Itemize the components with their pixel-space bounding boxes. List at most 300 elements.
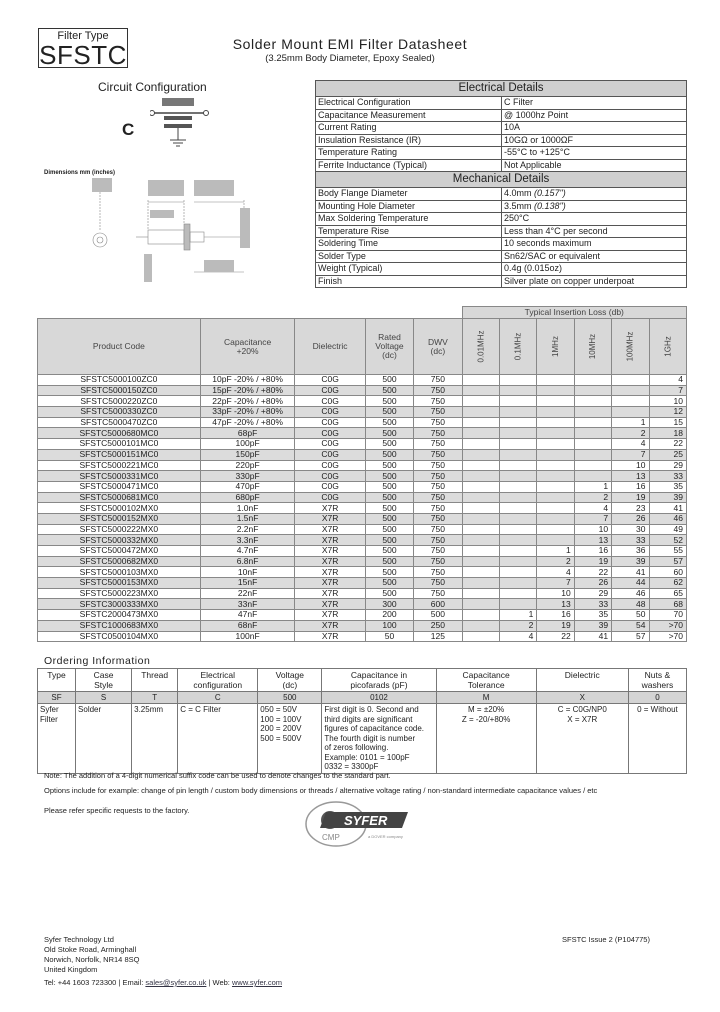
table-cell: 750 bbox=[414, 524, 462, 535]
table-row bbox=[38, 385, 687, 396]
table-cell: 47pF -20% / +80% bbox=[200, 417, 295, 428]
table-cell bbox=[612, 375, 649, 386]
table-cell: 22 bbox=[649, 439, 686, 450]
table-cell: 600 bbox=[414, 599, 462, 610]
table-cell: 16 bbox=[574, 546, 611, 557]
capacitor-plate-bottom bbox=[164, 124, 192, 128]
page-subtitle: (3.25mm Body Diameter, Epoxy Sealed) bbox=[265, 53, 435, 64]
table-cell bbox=[537, 492, 574, 503]
product-code-cell: SFSTC5000223MX0 bbox=[38, 588, 201, 599]
table-cell: 22 bbox=[537, 631, 574, 642]
table-cell: 7 bbox=[649, 385, 686, 396]
table-cell bbox=[462, 567, 499, 578]
table-cell: C0G bbox=[295, 492, 365, 503]
table-cell: 47nF bbox=[200, 610, 295, 621]
table-cell: 57 bbox=[612, 631, 649, 642]
table-cell bbox=[537, 407, 574, 418]
table-cell: 19 bbox=[612, 492, 649, 503]
ordering-detail: 0 = Without bbox=[628, 704, 686, 774]
page-title: Solder Mount EMI Filter Datasheet bbox=[232, 36, 468, 52]
table-cell: 4.7nF bbox=[200, 546, 295, 557]
table-cell: 500 bbox=[365, 375, 413, 386]
table-cell: 3.3nF bbox=[200, 535, 295, 546]
table-cell: 33nF bbox=[200, 599, 295, 610]
ordering-detail-row bbox=[38, 704, 687, 774]
table-row bbox=[38, 524, 687, 535]
table-cell bbox=[499, 599, 536, 610]
table-cell bbox=[462, 407, 499, 418]
table-cell: 35 bbox=[649, 481, 686, 492]
table-cell: 750 bbox=[414, 567, 462, 578]
table-cell bbox=[499, 428, 536, 439]
table-row bbox=[38, 535, 687, 546]
table-cell bbox=[537, 513, 574, 524]
table-row bbox=[38, 375, 687, 386]
table-cell: 500 bbox=[365, 578, 413, 589]
table-cell: 22nF bbox=[200, 588, 295, 599]
table-cell: 22pF -20% / +80% bbox=[200, 396, 295, 407]
table-cell bbox=[462, 481, 499, 492]
circuit-diagram bbox=[150, 96, 220, 156]
table-cell bbox=[462, 546, 499, 557]
table-cell: 4 bbox=[537, 567, 574, 578]
table-cell bbox=[499, 407, 536, 418]
part-header-row bbox=[38, 319, 687, 375]
table-cell: 500 bbox=[365, 481, 413, 492]
table-cell: 15 bbox=[649, 417, 686, 428]
table-cell: 680pF bbox=[200, 492, 295, 503]
spec-row: Soldering Time 10 seconds maximum bbox=[316, 238, 687, 251]
table-cell bbox=[537, 396, 574, 407]
table-cell: 60 bbox=[649, 567, 686, 578]
ordering-detail: 050 = 50V 100 = 100V 200 = 200V 500 = 500V bbox=[258, 704, 322, 774]
table-cell: 23 bbox=[612, 503, 649, 514]
table-cell bbox=[462, 439, 499, 450]
table-cell bbox=[574, 417, 611, 428]
table-cell: 22 bbox=[574, 567, 611, 578]
circuit-element-bar bbox=[162, 98, 194, 106]
table-cell: 48 bbox=[612, 599, 649, 610]
table-cell: 4 bbox=[499, 631, 536, 642]
table-cell: 2.2nF bbox=[200, 524, 295, 535]
table-cell: 1.5nF bbox=[200, 513, 295, 524]
table-cell: 10 bbox=[537, 588, 574, 599]
table-cell: 7 bbox=[612, 449, 649, 460]
table-cell: 39 bbox=[649, 492, 686, 503]
table-cell: 18 bbox=[649, 428, 686, 439]
table-cell bbox=[462, 578, 499, 589]
table-cell: 750 bbox=[414, 578, 462, 589]
table-cell: 750 bbox=[414, 385, 462, 396]
product-code-cell: SFSTC3000333MX0 bbox=[38, 599, 201, 610]
table-cell: X7R bbox=[295, 567, 365, 578]
product-code-cell: SFSTC5000332MX0 bbox=[38, 535, 201, 546]
table-cell bbox=[574, 428, 611, 439]
logo-tagline: a DOVER company bbox=[368, 834, 403, 839]
table-cell: 500 bbox=[365, 588, 413, 599]
filter-type-label: Filter Type bbox=[57, 30, 109, 42]
table-cell: 2 bbox=[574, 492, 611, 503]
table-cell: 750 bbox=[414, 546, 462, 557]
table-cell bbox=[462, 620, 499, 631]
table-cell bbox=[612, 407, 649, 418]
note-line: Options include for example: change of pin length / custom body dimensions or threads / alternative voltage rating / non-standard intermediate capacitance values / etc bbox=[44, 786, 598, 795]
table-cell: 2 bbox=[537, 556, 574, 567]
flange bbox=[184, 224, 190, 250]
table-row bbox=[38, 449, 687, 460]
spec-row: Insulation Resistance (IR) 10GΩ or 1000ΩF bbox=[316, 134, 687, 147]
table-cell: 41 bbox=[574, 631, 611, 642]
table-cell bbox=[574, 407, 611, 418]
ordering-header: Capacitance in picofarads (pF) bbox=[322, 669, 436, 692]
table-cell: X7R bbox=[295, 513, 365, 524]
table-cell bbox=[462, 524, 499, 535]
table-row bbox=[38, 567, 687, 578]
table-cell: 33 bbox=[612, 535, 649, 546]
insertion-loss-heading: Typical Insertion Loss (db) bbox=[462, 307, 686, 319]
table-cell: 500 bbox=[365, 385, 413, 396]
product-code-cell: SFSTC5000152MX0 bbox=[38, 513, 201, 524]
table-row bbox=[38, 503, 687, 514]
product-code-cell: SFSTC5000102MX0 bbox=[38, 503, 201, 514]
column-header bbox=[612, 319, 649, 375]
product-code-cell: SFSTC5000472MX0 bbox=[38, 546, 201, 557]
table-cell: 500 bbox=[365, 535, 413, 546]
spec-row: Solder Type Sn62/SAC or equivalent bbox=[316, 250, 687, 263]
email-link[interactable]: sales@syfer.co.uk bbox=[145, 978, 207, 987]
table-row bbox=[38, 578, 687, 589]
table-cell: X7R bbox=[295, 599, 365, 610]
table-cell bbox=[499, 481, 536, 492]
mechanical-heading: Mechanical Details bbox=[316, 172, 687, 188]
product-code-cell: SFSTC5000680MC0 bbox=[38, 428, 201, 439]
column-header bbox=[537, 319, 574, 375]
table-cell bbox=[537, 503, 574, 514]
table-cell: 49 bbox=[649, 524, 686, 535]
table-cell: 29 bbox=[649, 460, 686, 471]
table-cell bbox=[462, 449, 499, 460]
table-cell bbox=[574, 449, 611, 460]
table-cell: 65 bbox=[649, 588, 686, 599]
table-cell bbox=[462, 385, 499, 396]
address-line: Syfer Technology Ltd bbox=[44, 935, 114, 944]
table-cell: >70 bbox=[649, 631, 686, 642]
table-cell: 750 bbox=[414, 439, 462, 450]
spec-row: Temperature Rise Less than 4°C per second bbox=[316, 225, 687, 238]
ordering-header-row bbox=[38, 669, 687, 692]
note-line: Note: The addition of a 4-digit numerical suffix code can be used to denote changes to the standard part. bbox=[44, 771, 391, 780]
table-cell bbox=[462, 492, 499, 503]
table-cell bbox=[499, 578, 536, 589]
address-line: United Kingdom bbox=[44, 965, 98, 974]
filter-type-box bbox=[38, 28, 128, 68]
product-code-cell: SFSTC0500104MX0 bbox=[38, 631, 201, 642]
table-cell: X7R bbox=[295, 546, 365, 557]
table-cell: C0G bbox=[295, 471, 365, 482]
table-cell bbox=[499, 449, 536, 460]
frequency-label: 10MHz bbox=[588, 333, 598, 360]
table-cell bbox=[499, 417, 536, 428]
table-cell: 100pF bbox=[200, 439, 295, 450]
table-cell: 26 bbox=[612, 513, 649, 524]
table-cell: 7 bbox=[574, 513, 611, 524]
table-cell: 750 bbox=[414, 417, 462, 428]
table-cell: 16 bbox=[612, 481, 649, 492]
table-cell: C0G bbox=[295, 460, 365, 471]
table-cell bbox=[462, 631, 499, 642]
table-cell: 470pF bbox=[200, 481, 295, 492]
logo-sub: CMP bbox=[322, 833, 340, 842]
table-cell: 500 bbox=[365, 503, 413, 514]
table-row bbox=[38, 610, 687, 621]
table-row bbox=[38, 588, 687, 599]
table-cell: 750 bbox=[414, 449, 462, 460]
table-cell bbox=[499, 556, 536, 567]
table-cell bbox=[499, 535, 536, 546]
table-cell: 500 bbox=[365, 471, 413, 482]
table-row bbox=[38, 417, 687, 428]
table-cell: C0G bbox=[295, 449, 365, 460]
table-cell: 1 bbox=[612, 417, 649, 428]
table-cell: 54 bbox=[612, 620, 649, 631]
frequency-label: 0.1MHz bbox=[513, 332, 523, 361]
table-row bbox=[38, 513, 687, 524]
product-code-cell: SFSTC5000153MX0 bbox=[38, 578, 201, 589]
table-cell: 750 bbox=[414, 492, 462, 503]
table-row bbox=[38, 439, 687, 450]
table-cell bbox=[499, 524, 536, 535]
table-cell: 500 bbox=[365, 492, 413, 503]
product-code-cell: SFSTC5000471MC0 bbox=[38, 481, 201, 492]
table-cell bbox=[499, 385, 536, 396]
table-cell: 1 bbox=[537, 546, 574, 557]
frequency-label: 1MHz bbox=[551, 336, 561, 357]
frequency-label: 0.01MHz bbox=[476, 330, 486, 363]
address-line: Old Stoke Road, Arminghall bbox=[44, 945, 137, 954]
table-cell bbox=[537, 524, 574, 535]
table-cell bbox=[462, 471, 499, 482]
table-cell: 35 bbox=[574, 610, 611, 621]
dimensions-label: Dimensions mm (inches) bbox=[44, 170, 116, 176]
table-cell: X7R bbox=[295, 578, 365, 589]
table-cell: 68 bbox=[649, 599, 686, 610]
table-cell: 750 bbox=[414, 503, 462, 514]
table-cell: 4 bbox=[574, 503, 611, 514]
ordering-detail: Syfer Filter bbox=[38, 704, 76, 774]
address-line: Norwich, Norfolk, NR14 8SQ bbox=[44, 955, 140, 964]
circuit-letter: C bbox=[122, 120, 135, 139]
table-cell bbox=[462, 556, 499, 567]
ordering-header: Nuts & washers bbox=[628, 669, 686, 692]
table-cell: 46 bbox=[612, 588, 649, 599]
table-cell: 52 bbox=[649, 535, 686, 546]
table-cell: C0G bbox=[295, 396, 365, 407]
table-cell: 750 bbox=[414, 407, 462, 418]
product-code-cell: SFSTC5000222MX0 bbox=[38, 524, 201, 535]
table-cell bbox=[462, 503, 499, 514]
table-cell: >70 bbox=[649, 620, 686, 631]
ordering-detail: C = C0G/NP0 X = X7R bbox=[536, 704, 628, 774]
table-row bbox=[38, 428, 687, 439]
table-cell: 500 bbox=[365, 439, 413, 450]
table-cell: 330pF bbox=[200, 471, 295, 482]
product-code-cell: SFSTC5000101MC0 bbox=[38, 439, 201, 450]
table-cell bbox=[574, 471, 611, 482]
table-cell: 39 bbox=[574, 620, 611, 631]
product-code-cell: SFSTC5000103MX0 bbox=[38, 567, 201, 578]
ordering-table bbox=[37, 668, 687, 774]
table-cell: 68pF bbox=[200, 428, 295, 439]
table-cell: 200 bbox=[365, 610, 413, 621]
spec-row: Mounting Hole Diameter 3.5mm (0.138") bbox=[316, 200, 687, 213]
table-cell: 19 bbox=[537, 620, 574, 631]
syfer-logo bbox=[296, 798, 412, 850]
product-code-cell: SFSTC5000100ZC0 bbox=[38, 375, 201, 386]
ordering-code: T bbox=[132, 692, 178, 704]
table-cell bbox=[462, 513, 499, 524]
table-cell: 500 bbox=[365, 567, 413, 578]
table-cell: 150pF bbox=[200, 449, 295, 460]
table-cell: C0G bbox=[295, 439, 365, 450]
dimensions-drawing bbox=[44, 172, 264, 282]
table-cell bbox=[499, 460, 536, 471]
table-cell: 100 bbox=[365, 620, 413, 631]
electrical-heading: Electrical Details bbox=[316, 81, 687, 97]
ordering-header: Type bbox=[38, 669, 76, 692]
table-cell: 750 bbox=[414, 588, 462, 599]
table-cell: 13 bbox=[612, 471, 649, 482]
table-cell: C0G bbox=[295, 375, 365, 386]
table-cell: 1.0nF bbox=[200, 503, 295, 514]
table-cell: 25 bbox=[649, 449, 686, 460]
table-cell: 2 bbox=[612, 428, 649, 439]
table-cell bbox=[537, 385, 574, 396]
table-row bbox=[38, 492, 687, 503]
table-cell: 1 bbox=[574, 481, 611, 492]
table-cell: 19 bbox=[574, 556, 611, 567]
table-cell: C0G bbox=[295, 407, 365, 418]
table-cell bbox=[574, 460, 611, 471]
table-cell bbox=[574, 439, 611, 450]
ordering-header: Capacitance Tolerance bbox=[436, 669, 536, 692]
ordering-detail: First digit is 0. Second and third digits are significant figures of capacitance code. The fourth digit is number of zeros following. Example: 0101 = 100pF 0332 = 3300pF bbox=[322, 704, 436, 774]
table-cell: 4 bbox=[612, 439, 649, 450]
table-cell: 10 bbox=[649, 396, 686, 407]
table-row bbox=[38, 620, 687, 631]
ordering-code: 0102 bbox=[322, 692, 436, 704]
table-cell bbox=[499, 503, 536, 514]
thread-section bbox=[190, 232, 204, 242]
ordering-header: Voltage (dc) bbox=[258, 669, 322, 692]
table-cell: 750 bbox=[414, 428, 462, 439]
table-cell bbox=[537, 417, 574, 428]
table-cell bbox=[499, 439, 536, 450]
spec-table bbox=[315, 80, 687, 288]
table-cell bbox=[574, 396, 611, 407]
table-cell: 10 bbox=[574, 524, 611, 535]
ordering-code: S bbox=[76, 692, 132, 704]
table-cell bbox=[462, 396, 499, 407]
table-cell: 33 bbox=[574, 599, 611, 610]
table-cell bbox=[499, 471, 536, 482]
ordering-code: M bbox=[436, 692, 536, 704]
logo-brand: SYFER bbox=[344, 813, 388, 828]
ordering-header: Electrical configuration bbox=[178, 669, 258, 692]
table-row bbox=[38, 546, 687, 557]
table-cell: 41 bbox=[649, 503, 686, 514]
table-cell: 125 bbox=[414, 631, 462, 642]
table-cell: 500 bbox=[365, 449, 413, 460]
table-cell: 30 bbox=[612, 524, 649, 535]
ordering-header: Thread bbox=[132, 669, 178, 692]
column-header: Rated Voltage (dc) bbox=[365, 319, 413, 375]
table-cell: 68nF bbox=[200, 620, 295, 631]
table-row bbox=[38, 407, 687, 418]
table-cell bbox=[462, 428, 499, 439]
table-cell bbox=[537, 428, 574, 439]
table-cell bbox=[612, 396, 649, 407]
table-cell: X7R bbox=[295, 588, 365, 599]
table-cell: 2 bbox=[499, 620, 536, 631]
table-cell: 15pF -20% / +80% bbox=[200, 385, 295, 396]
flange-end-view bbox=[93, 233, 107, 247]
table-cell: C0G bbox=[295, 385, 365, 396]
table-cell: 26 bbox=[574, 578, 611, 589]
product-code-cell: SFSTC5000682MX0 bbox=[38, 556, 201, 567]
product-code-cell: SFSTC5000221MC0 bbox=[38, 460, 201, 471]
table-cell: 7 bbox=[537, 578, 574, 589]
table-cell: 15nF bbox=[200, 578, 295, 589]
ordering-detail: Solder bbox=[76, 704, 132, 774]
table-cell: 29 bbox=[574, 588, 611, 599]
table-cell: 16 bbox=[537, 610, 574, 621]
spec-row: Current Rating 10A bbox=[316, 122, 687, 135]
table-cell bbox=[499, 513, 536, 524]
table-cell: 500 bbox=[365, 524, 413, 535]
table-row bbox=[38, 631, 687, 642]
part-number-table bbox=[37, 306, 687, 642]
web-link[interactable]: www.syfer.com bbox=[231, 978, 282, 987]
table-cell: 10nF bbox=[200, 567, 295, 578]
table-cell bbox=[537, 471, 574, 482]
spec-row: Ferrite Inductance (Typical) Not Applicable bbox=[316, 159, 687, 172]
product-code-cell: SFSTC5000681MC0 bbox=[38, 492, 201, 503]
ordering-code: SF bbox=[38, 692, 76, 704]
table-cell: 300 bbox=[365, 599, 413, 610]
table-cell: X7R bbox=[295, 556, 365, 567]
table-cell: 10 bbox=[612, 460, 649, 471]
spec-row: Body Flange Diameter 4.0mm (0.157") bbox=[316, 188, 687, 201]
table-cell bbox=[499, 396, 536, 407]
spec-row: Max Soldering Temperature 250°C bbox=[316, 213, 687, 226]
table-cell: 55 bbox=[649, 546, 686, 557]
ordering-detail: M = ±20% Z = -20/+80% bbox=[436, 704, 536, 774]
table-cell: X7R bbox=[295, 620, 365, 631]
spec-row: Electrical Configuration C Filter bbox=[316, 97, 687, 110]
table-cell: 750 bbox=[414, 481, 462, 492]
column-header bbox=[462, 319, 499, 375]
table-cell bbox=[537, 449, 574, 460]
table-cell: 13 bbox=[574, 535, 611, 546]
table-cell: 6.8nF bbox=[200, 556, 295, 567]
table-cell: 750 bbox=[414, 535, 462, 546]
filter-body bbox=[148, 230, 184, 244]
ordering-code: 500 bbox=[258, 692, 322, 704]
note-line: Please refer specific requests to the factory. bbox=[44, 806, 190, 815]
table-cell: 220pF bbox=[200, 460, 295, 471]
table-cell: 750 bbox=[414, 471, 462, 482]
table-cell bbox=[462, 599, 499, 610]
